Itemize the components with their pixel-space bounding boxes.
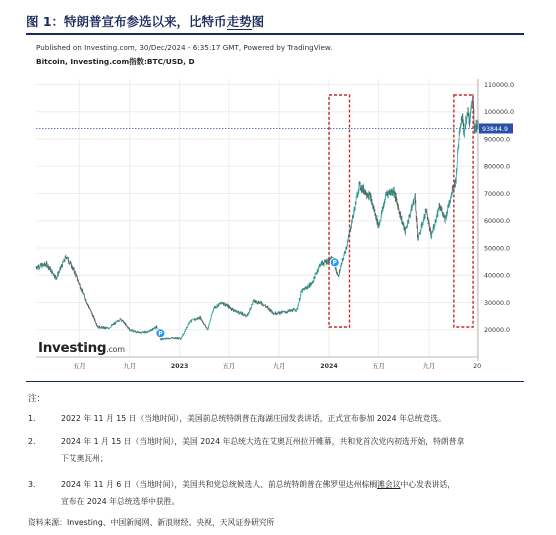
note-link: 滩会议 (377, 480, 401, 489)
y-tick-label: 100000.0 (484, 109, 515, 117)
note-text (61, 433, 521, 467)
y-tick-label: 60000.0 (484, 218, 511, 226)
x-tick-label: 2024 (320, 363, 338, 370)
logo-main: Investing (38, 340, 107, 356)
event-marker-glyph: P (158, 330, 163, 338)
note-segment: 2024 年 11 月 6 日（当地时间），美国共和党总统候选人、前总统特朗普在佛罗里达州棕榈 (61, 480, 378, 489)
note-text (61, 476, 521, 510)
x-tick-label: 九月 (422, 363, 436, 370)
note-text (61, 410, 521, 427)
last-price-label: 93844.9 (482, 125, 509, 133)
figure-title-prefix: 图 1：特朗普宣布参选以来，比特币 (26, 14, 227, 29)
note-number: 2. (28, 437, 36, 446)
chart-subtitle: Bitcoin, Investing.com指数:BTC/USD, D (36, 57, 195, 66)
figure-title-suffix: 图 (251, 14, 265, 29)
x-tick-label: 20 (473, 363, 482, 370)
x-tick-label: 九月 (272, 363, 286, 370)
note-number: 3. (28, 480, 36, 489)
y-tick-label: 90000.0 (484, 136, 511, 144)
note-line (61, 476, 521, 493)
note-line: 宣布在 2024 年总统选举中获胜。 (61, 497, 180, 506)
source-line: 资料来源：Investing、中国新闻网、新浪财经、央视，天风证券研究所 (28, 518, 275, 527)
chart-container (26, 37, 524, 377)
y-tick-label: 40000.0 (484, 272, 511, 280)
y-tick-label: 70000.0 (484, 190, 511, 198)
investing-logo (38, 340, 125, 356)
highlight-box (329, 95, 349, 327)
title-rule (26, 33, 524, 35)
note-number: 1. (28, 414, 36, 423)
x-tick-label: 五月 (372, 363, 385, 370)
btc-chart (26, 37, 524, 377)
note-segment: 中心发表讲话， (400, 480, 456, 489)
published-line: Published on Investing.com, 30/Dec/2024 - 6:35:17 GMT, Powered by TradingView. (36, 43, 333, 52)
y-tick-label: 30000.0 (484, 299, 511, 307)
y-tick-label: 110000.0 (484, 81, 515, 89)
figure-title (26, 12, 264, 30)
notes-heading: 注： (28, 394, 46, 404)
bottom-rule (26, 381, 524, 382)
event-marker-glyph: P (332, 259, 337, 267)
logo-suffix: .com (106, 345, 125, 354)
y-tick-label: 50000.0 (484, 245, 511, 253)
note-line: 下艾奥瓦州； (61, 454, 108, 463)
x-tick-label: 九月 (123, 363, 137, 370)
x-tick-label: 五月 (222, 363, 236, 370)
x-tick-label: 2023 (170, 363, 189, 370)
note-line: 2022 年 11 月 15 日（当地时间），美国前总统特朗普在海湖庄园发表讲话，正式宣布参加 2024 年总统竞选。 (61, 414, 446, 423)
x-tick-label: 五月 (73, 363, 86, 370)
y-tick-label: 80000.0 (484, 163, 511, 171)
y-tick-label: 20000.0 (484, 327, 511, 335)
figure-title-underlined: 走势 (226, 14, 252, 29)
note-line: 2024 年 1 月 15 日（当地时间），美国 2024 年总统大选在艾奥瓦州拉开帷幕，共和党首次党内初选开始，特朗普拿 (61, 437, 465, 446)
